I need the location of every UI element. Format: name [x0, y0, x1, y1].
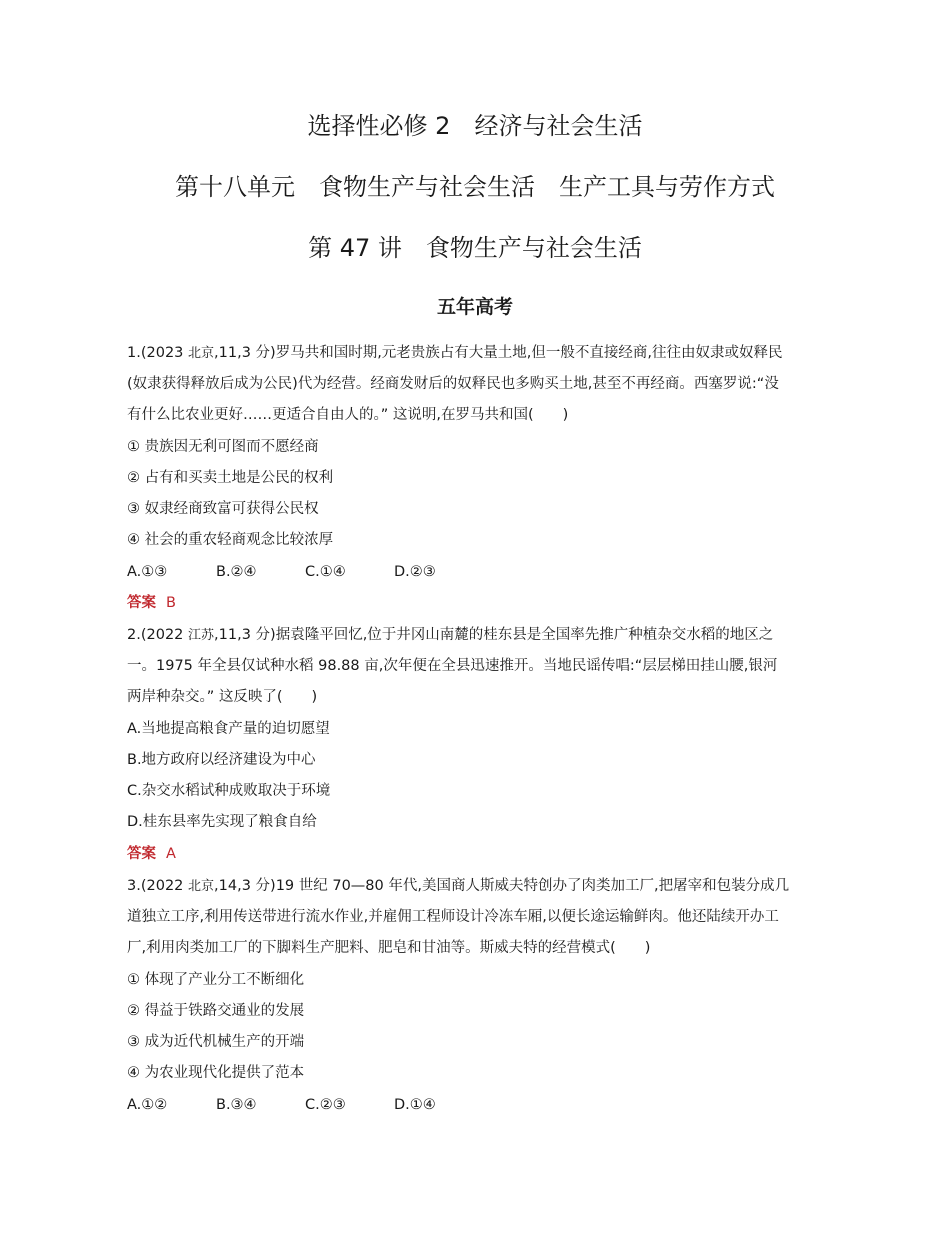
- lecture-title: 第 47 讲 食物生产与社会生活: [308, 234, 642, 262]
- q3-item: ① 体现了产业分工不断细化: [127, 972, 305, 988]
- q1-item: ④ 社会的重农轻商观念比较浓厚: [127, 532, 334, 548]
- q2-option-d: D.桂东县率先实现了粮食自给: [127, 814, 317, 830]
- q2-stem-line-2: 一。1975 年全县仅试种水稻 98.88 亩,次年便在全县迅速推开。当地民谣传唱:“层层梯田挂山腰,银河: [127, 658, 778, 674]
- option-c: C.①④: [305, 564, 346, 580]
- section-heading: 五年高考: [436, 296, 513, 318]
- q3-stem-line-3: 厂,利用肉类加工厂的下脚料生产肥料、肥皂和甘油等。斯威夫特的经营模式( ): [127, 940, 651, 956]
- option-b: B.③④: [216, 1097, 257, 1113]
- q3-item: ④ 为农业现代化提供了范本: [127, 1065, 305, 1081]
- q2-stem-line-1: 2.(2022 江苏,11,3 分)据袁隆平回忆,位于井冈山南麓的桂东县是全国率先推广种植杂交水稻的地区之: [127, 627, 774, 643]
- option-b: B.②④: [216, 564, 257, 580]
- q3-item: ② 得益于铁路交通业的发展: [127, 1003, 305, 1019]
- q1-stem-line-2: (奴隶获得释放后成为公民)代为经营。经商发财后的奴释民也多购买土地,甚至不再经商。西塞罗说:“没: [127, 376, 779, 392]
- q2-option-c: C.杂交水稻试种成败取决于环境: [127, 783, 331, 799]
- q3-stem-line-2: 道独立工序,利用传送带进行流水作业,并雇佣工程师设计冷冻车厢,以便长途运输鲜肉。他还陆续开办工: [127, 909, 779, 925]
- q1-stem-line-1: 1.(2023 北京,11,3 分)罗马共和国时期,元老贵族占有大量土地,但一般不直接经商,往往由奴隶或奴释民: [127, 345, 783, 361]
- option-c: C.②③: [305, 1097, 346, 1113]
- unit-title: 第十八单元 食物生产与社会生活 生产工具与劳作方式: [175, 173, 775, 201]
- option-d: D.②③: [394, 564, 436, 580]
- q1-stem-line-3: 有什么比农业更好……更适合自由人的。” 这说明,在罗马共和国( ): [127, 407, 569, 423]
- q1-item: ③ 奴隶经商致富可获得公民权: [127, 501, 319, 517]
- q2-option-b: B.地方政府以经济建设为中心: [127, 752, 316, 768]
- q1-options: [127, 562, 483, 582]
- q3-stem-line-1: 3.(2022 北京,14,3 分)19 世纪 70—80 年代,美国商人斯威夫特创办了肉类加工厂,把屠宰和包装分成几: [127, 878, 790, 894]
- q1-item: ② 占有和买卖土地是公民的权利: [127, 470, 334, 486]
- book-title: 选择性必修 2 经济与社会生活: [307, 112, 643, 140]
- option-a: A.①③: [127, 564, 168, 580]
- q3-source: 北京: [188, 879, 215, 894]
- q2-answer: 答案 A: [127, 846, 176, 862]
- q2-option-a: A.当地提高粮食产量的迫切愿望: [127, 721, 330, 737]
- q3-options: [127, 1095, 483, 1115]
- option-a: A.①②: [127, 1097, 168, 1113]
- q3-item: ③ 成为近代机械生产的开端: [127, 1034, 305, 1050]
- q1-answer: 答案 B: [127, 595, 176, 611]
- q1-source: 北京: [188, 346, 215, 361]
- q2-source: 江苏: [188, 628, 215, 643]
- q2-stem-line-3: 两岸种杂交。” 这反映了( ): [127, 689, 318, 705]
- q1-item: ① 贵族因无利可图而不愿经商: [127, 439, 319, 455]
- option-d: D.①④: [394, 1097, 436, 1113]
